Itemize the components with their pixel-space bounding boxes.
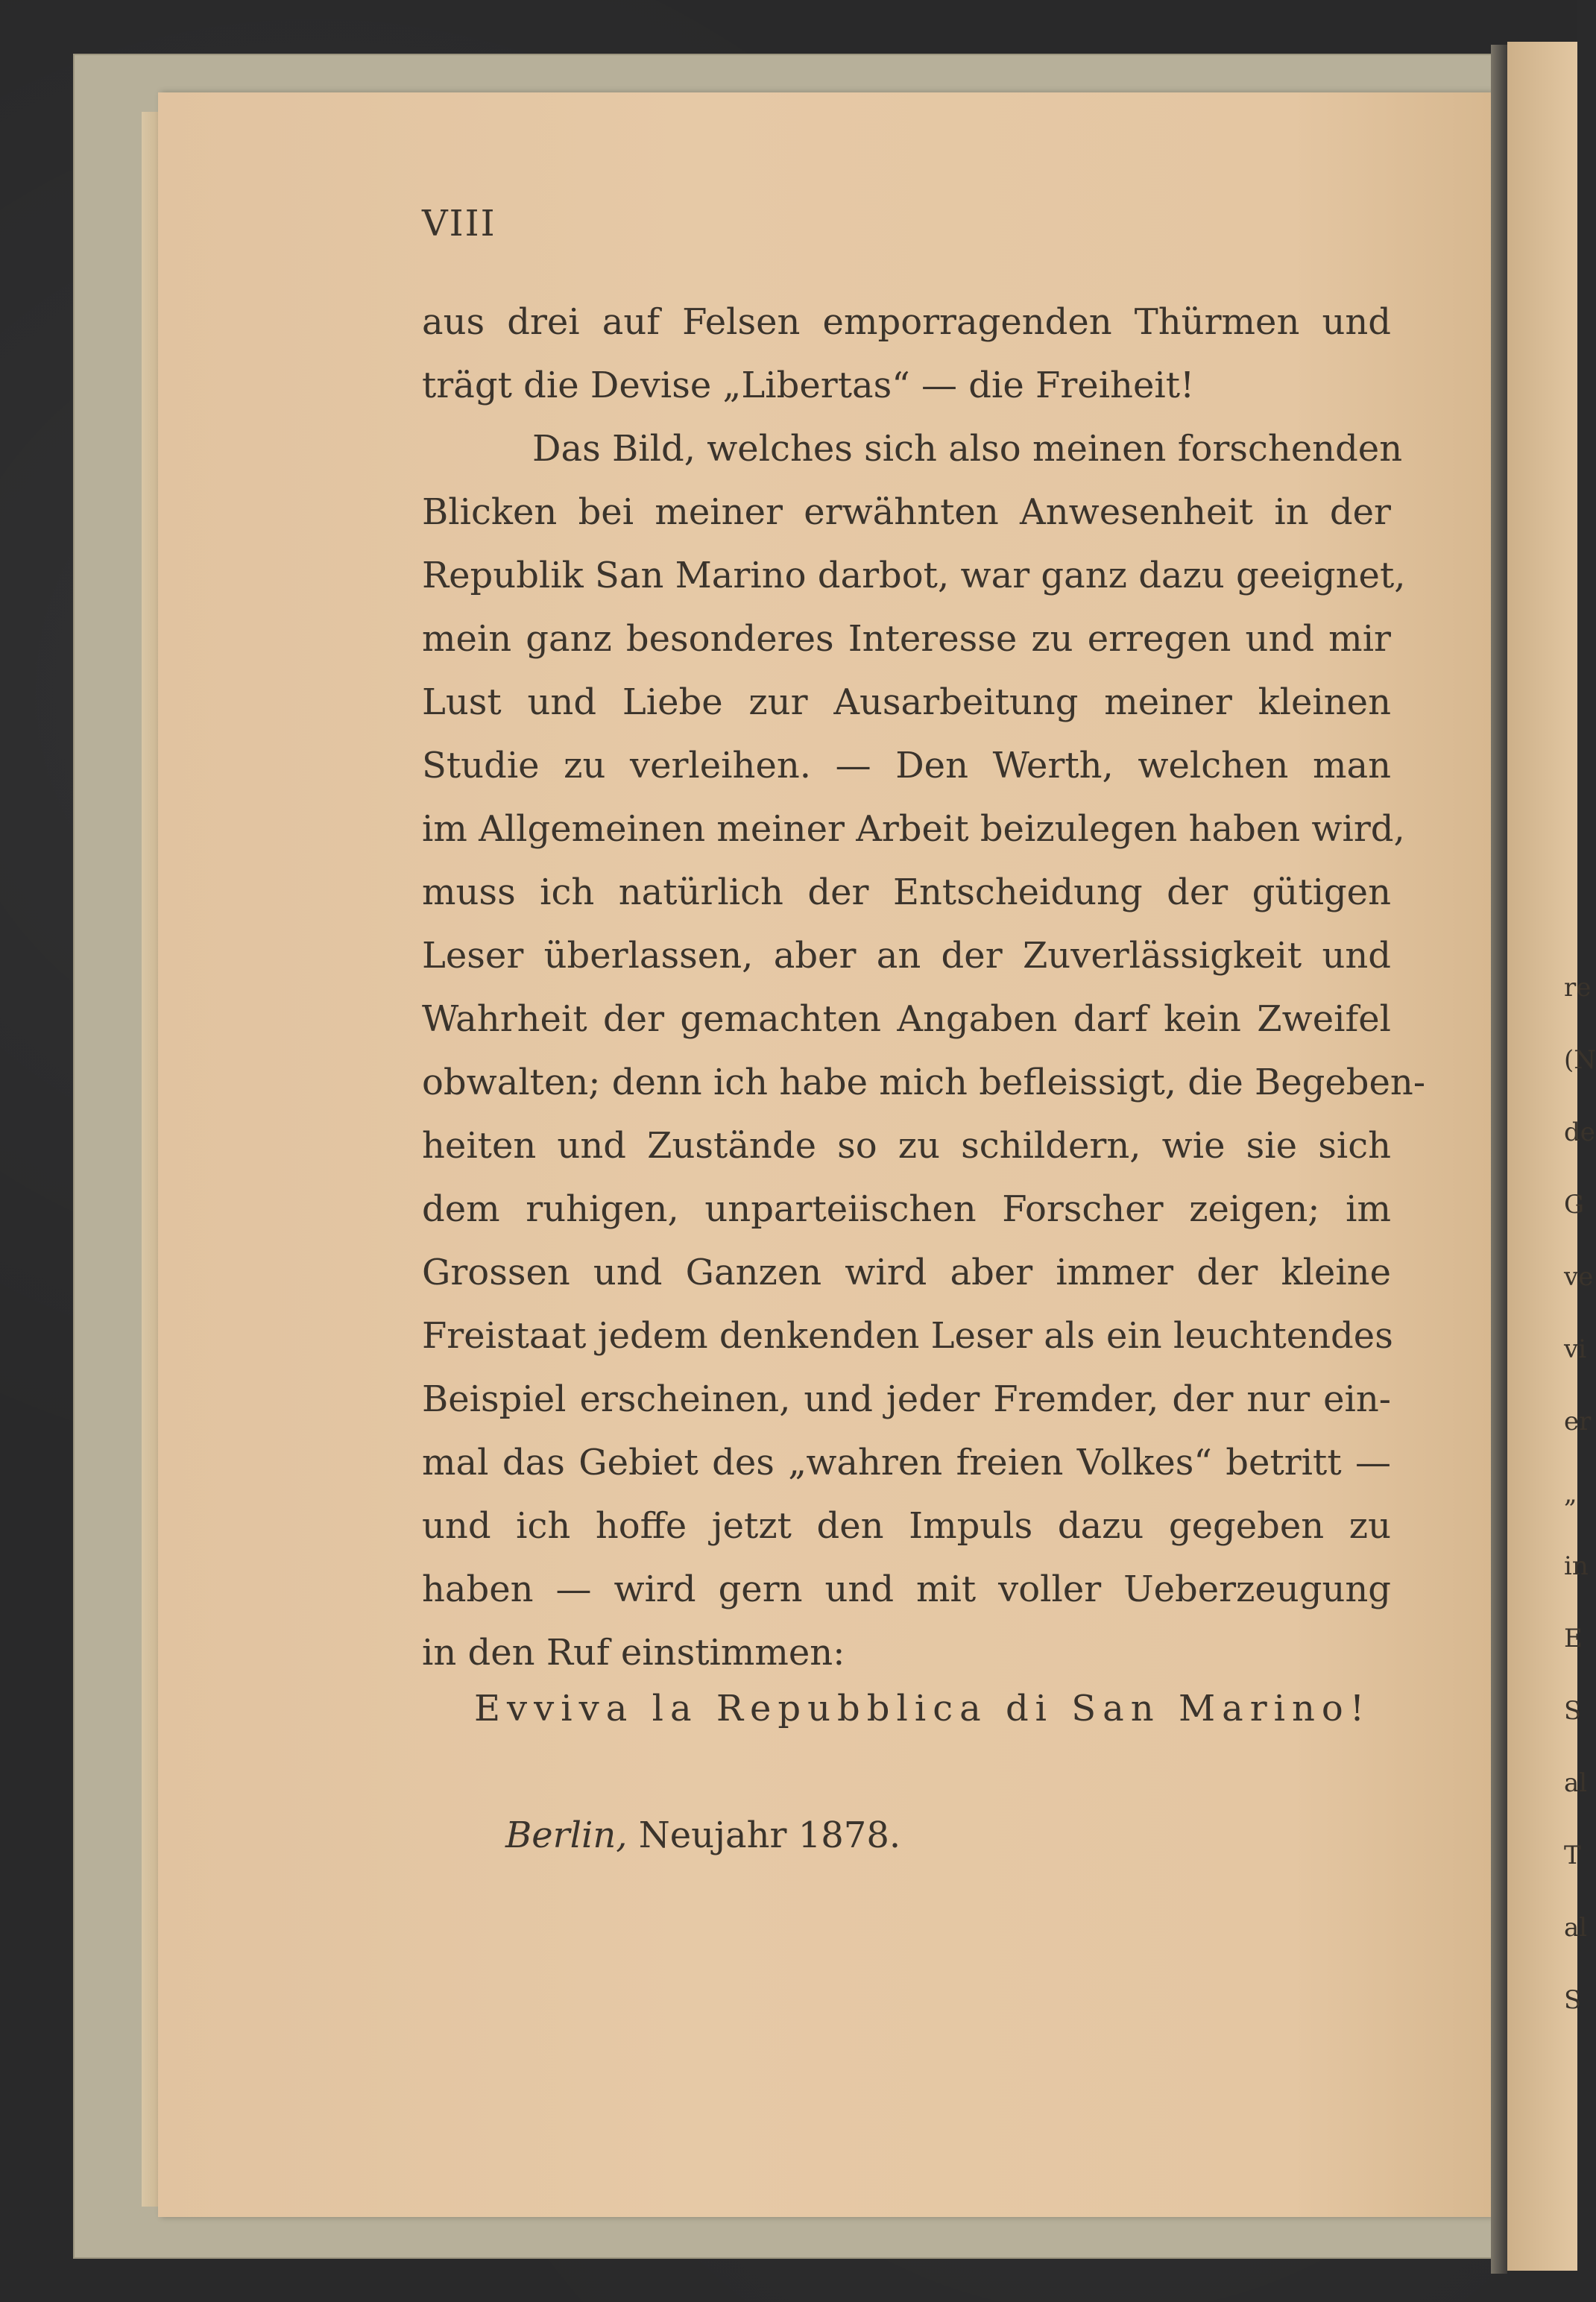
text-line: Grossen und Ganzen wird aber immer der kleine — [422, 1252, 1391, 1293]
text-line: Republik San Marino darbot, war ganz dazu geeignet, — [422, 555, 1406, 596]
text-line: Beispiel erscheinen, und jeder Fremder, der nur ein- — [422, 1378, 1391, 1420]
facing-fragment: in — [1564, 1551, 1589, 1581]
text-line: trägt die Devise „Libertas“ — die Freiheit! — [422, 365, 1195, 406]
facing-fragment: S — [1564, 1696, 1582, 1726]
page-stack-edge — [142, 112, 158, 2207]
facing-fragment: er — [1564, 1407, 1592, 1437]
text-line: Das Bild, welches sich also meinen forschenden — [532, 428, 1403, 470]
text-line: mal das Gebiet des „wahren freien Volkes“ betritt — — [422, 1442, 1391, 1483]
facing-fragment: S — [1564, 1985, 1582, 2015]
text-line: haben — wird gern und mit voller Ueberzeugung — [422, 1568, 1391, 1610]
text-line: heiten und Zustände so zu schildern, wie sie sich — [422, 1125, 1391, 1167]
text-line: obwalten; denn ich habe mich befleissigt, die Begeben- — [422, 1062, 1426, 1103]
facing-fragment: „ — [1564, 1479, 1577, 1509]
facing-fragment: (N — [1564, 1045, 1596, 1075]
body-text — [422, 291, 1426, 1685]
text-line: aus drei auf Felsen emporragenden Thürmen und — [422, 301, 1391, 343]
facing-fragment: T — [1564, 1841, 1581, 1870]
text-line: im Allgemeinen meiner Arbeit beizulegen haben wird, — [422, 808, 1405, 850]
text-line: dem ruhigen, unparteiischen Forscher zeigen; im — [422, 1188, 1391, 1230]
text-line: und ich hoffe jetzt den Impuls dazu gegeben zu — [422, 1505, 1391, 1547]
text-line: Studie zu verleihen. — Den Werth, welchen man — [422, 745, 1391, 786]
facing-fragment: ve — [1564, 1262, 1594, 1292]
dateline-place: Berlin, — [505, 1814, 628, 1856]
text-line: Blicken bei meiner erwähnten Anwesenheit in der — [422, 491, 1391, 533]
text-line: in den Ruf einstimmen: — [422, 1632, 845, 1674]
text-line: Freistaat jedem denkenden Leser als ein leuchtendes — [422, 1315, 1393, 1357]
facing-fragment: vi — [1564, 1334, 1587, 1364]
facing-fragment: al — [1564, 1768, 1588, 1798]
dateline — [505, 1814, 900, 1856]
text-line: Lust und Liebe zur Ausarbeitung meiner kleinen — [422, 681, 1391, 723]
text-line: Leser überlassen, aber an der Zuverlässigkeit und — [422, 935, 1391, 977]
facing-fragment: E — [1564, 1624, 1583, 1653]
facing-fragment: de — [1564, 1117, 1595, 1147]
text-line: Wahrheit der gemachten Angaben darf kein Zweifel — [422, 998, 1391, 1040]
facing-fragment: re — [1564, 973, 1592, 1003]
facing-page-text-fragments — [1564, 973, 1596, 2015]
facing-fragment: G — [1564, 1190, 1585, 1220]
book-gutter — [1491, 45, 1507, 2274]
facing-fragment: al — [1564, 1913, 1588, 1943]
text-line: mein ganz besonderes Interesse zu erregen und mir — [422, 618, 1391, 660]
dateline-date: Neujahr 1878. — [638, 1814, 901, 1856]
text-line: muss ich natürlich der Entscheidung der gütigen — [422, 871, 1391, 913]
page-number: VIII — [422, 203, 496, 245]
motto-line: Evviva la Repubblica di San Marino! — [474, 1688, 1372, 1729]
